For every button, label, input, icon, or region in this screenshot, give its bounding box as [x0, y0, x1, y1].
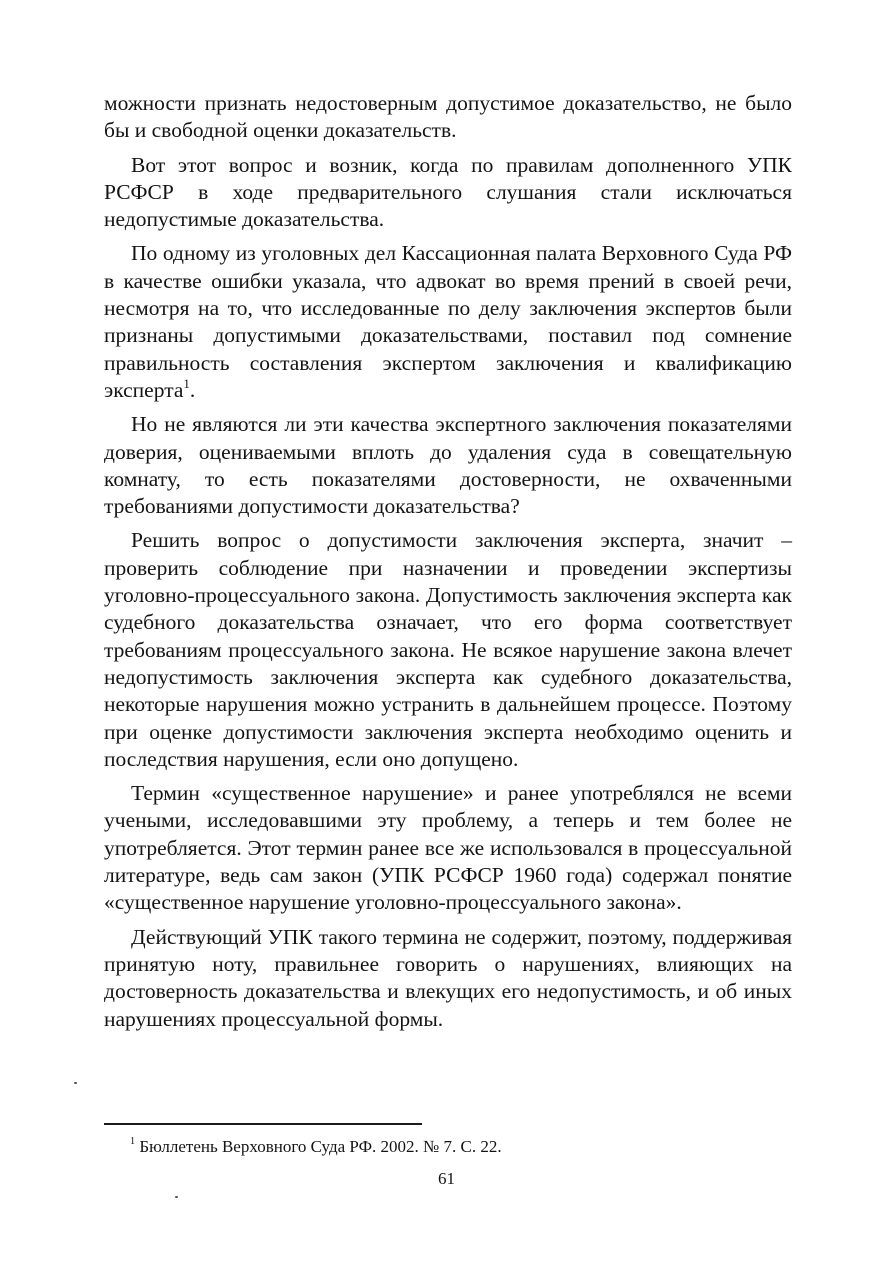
paragraph-2 [104, 152, 792, 234]
paragraph-1-text: можности признать недостоверным допустимое доказательство, не было бы и свободной оценки доказательств. [104, 91, 792, 143]
paragraph-2-text: Вот этот вопрос и возник, когда по правилам дополненного УПК РСФСР в ходе предварительного слушания стали исключаться недопустимые доказательства. [104, 152, 792, 232]
paragraph-7 [104, 924, 792, 1033]
paragraph-3-tail: . [189, 377, 196, 402]
paragraph-5-text: Решить вопрос о допустимости заключения эксперта, значит – проверить соблюдение при назначении и проведении экспертизы уголовно-процессуального закона. Допустимость заключения эксперта как судебного доказательства означает, что его форма соответствует требованиям процессуального закона. Не всякое нарушение закона влечет недопустимость заключения эксперта как судебного доказательства, некоторые нарушения можно устранить в дальнейшем процессе. Поэтому при оценке допустимости заключения эксперта необходимо оценить и последствия нарушения, если оно допущено. [104, 528, 792, 771]
footnote-separator [104, 1123, 422, 1125]
page-number: 61 [438, 1169, 455, 1188]
paragraph-4 [104, 411, 792, 520]
paragraph-5 [104, 527, 792, 773]
footnote-reference: 1 [183, 376, 190, 391]
scan-speck [74, 1082, 77, 1084]
scan-speck [175, 1196, 178, 1198]
paragraph-7-text: Действующий УПК такого термина не содержит, поэтому, поддерживая принятую ноту, правильнее говорить о нарушениях, влияющих на достоверность доказательства и влекущих его недопустимость, и об иных нарушениях процессуальной формы. [104, 924, 792, 1031]
footnote-marker: 1 [130, 1136, 136, 1148]
paragraph-3 [104, 240, 792, 404]
footnote [130, 1136, 502, 1158]
paragraph-3-text: По одному из уголовных дел Кассационная палата Верховного Суда РФ в качестве ошибки указала, что адвокат во время прений в своей речи, несмотря на то, что исследованные по делу заключения экспертов были признаны допустимыми доказательствами, поставил под сомнение правильность составления экспертом заключения и квалификацию эксперта [104, 241, 792, 402]
paragraph-1 [104, 90, 792, 145]
paragraph-6 [104, 780, 792, 916]
paragraph-6-text: Термин «существенное нарушение» и ранее употреблялся не всеми учеными, исследовавшими эту проблему, а теперь и тем более не употребляется. Этот термин ранее все же использовался в процессуальной литературе, ведь сам закон (УПК РСФСР 1960 года) содержал понятие «существенное нарушение уголовно-процессуального закона». [104, 781, 792, 915]
footnote-text: Бюллетень Верховного Суда РФ. 2002. № 7. С. 22. [135, 1137, 502, 1156]
paragraph-4-text: Но не являются ли эти качества экспертного заключения показателями доверия, оцениваемыми вплоть до удаления суда в совещательную комнату, то есть показателями достоверности, не охваченными требованиями допустимости доказательства? [104, 412, 792, 519]
page-body [104, 90, 792, 1040]
